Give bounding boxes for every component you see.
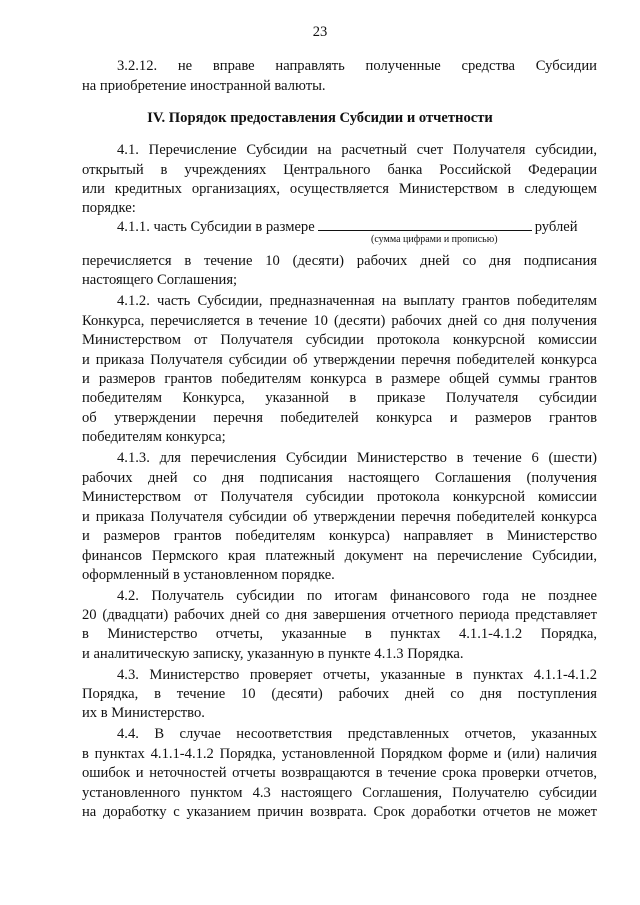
paragraph-4-1-line: открытый в учреждениях Центрального банка Российской Федерации: [82, 162, 597, 178]
paragraph-4-3-line: Порядка, в течение 10 (десяти) рабочих дней со дня поступления: [82, 686, 597, 702]
paragraph-4-1-2-line: об утверждении перечня победителей конкурса и размеров грантов: [82, 410, 597, 426]
paragraph-4-1-3-line: рабочих дней со дня подписания настоящего Соглашения (получения: [82, 470, 597, 486]
sum-caption: (сумма цифрами и прописью): [371, 234, 498, 245]
paragraph-4-2-line: 20 (двадцати) рабочих дней со дня завершения отчетного периода представляет: [82, 607, 597, 623]
paragraph-4-4-line: ошибок и неточностей отчеты возвращаются в течение срока проверки отчетов,: [82, 765, 597, 781]
paragraph-4-1-3-line: финансов Пермского края платежный документ на перечисление Субсидии,: [82, 548, 597, 564]
sum-line: [117, 218, 597, 238]
paragraph-4-1-2-line: Конкурса, перечисляется в течение 10 (десяти) рабочих дней со дня получения: [82, 313, 597, 329]
paragraph-4-1-3-line: Министерством от Получателя субсидии протокола конкурсной комиссии: [82, 489, 597, 505]
paragraph-4-1-2-line: победителям конкурса;: [82, 429, 226, 445]
paragraph-4-2-line: 4.2. Получатель субсидии по итогам финансового года не позднее: [117, 588, 597, 604]
paragraph-4-1-3-line: 4.1.3. для перечисления Субсидии Министерство в течение 6 (шести): [117, 450, 597, 466]
paragraph-4-1-line: 4.1. Перечисление Субсидии на расчетный счет Получателя субсидии,: [117, 142, 597, 158]
paragraph-3-2-12-line: 3.2.12. не вправе направлять полученные средства Субсидии: [117, 58, 597, 74]
paragraph-4-1-3-line: оформленный в установленном порядке.: [82, 567, 335, 583]
paragraph-4-1-2-line: победителям Конкурса, указанной в приказе Получателя субсидии: [82, 390, 597, 406]
paragraph-4-2-line: и аналитическую записку, указанную в пункте 4.1.3 Порядка.: [82, 646, 464, 662]
paragraph-4-1-1-line: настоящего Соглашения;: [82, 272, 238, 288]
paragraph-3-2-12-line: на приобретение иностранной валюты.: [82, 78, 326, 94]
paragraph-4-4-line: 4.4. В случае несоответствия представленных отчетов, указанных: [117, 726, 597, 742]
sum-prefix: 4.1.1. часть Субсидии в размере: [117, 219, 315, 235]
sum-blank-field: [318, 218, 532, 231]
paragraph-4-3-line: 4.3. Министерство проверяет отчеты, указанные в пунктах 4.1.1-4.1.2: [117, 667, 597, 683]
sum-suffix: рублей: [534, 219, 578, 235]
paragraph-4-3-line: их в Министерство.: [82, 705, 205, 721]
paragraph-4-1-line: или кредитных организациях, осуществляется Министерством в следующем: [82, 181, 597, 197]
paragraph-4-1-line: порядке:: [82, 200, 136, 216]
page-number: 23: [312, 24, 328, 40]
paragraph-4-4-line: в пунктах 4.1.1-4.1.2 Порядка, установленной Порядком форме и (или) наличия: [82, 746, 597, 762]
paragraph-4-2-line: в Министерство отчеты, указанные в пунктах 4.1.1-4.1.2 Порядка,: [82, 626, 597, 642]
paragraph-4-1-1-line: перечисляется в течение 10 (десяти) рабочих дней со дня подписания: [82, 253, 597, 269]
paragraph-4-1-2-line: Министерством от Получателя субсидии протокола конкурсной комиссии: [82, 332, 597, 348]
paragraph-4-1-2-line: и размеров грантов победителям конкурса в размере общей суммы грантов: [82, 371, 597, 387]
paragraph-4-1-3-line: и приказа Получателя субсидии об утверждении перечня победителей конкурса: [82, 509, 597, 525]
paragraph-4-1-2-line: 4.1.2. часть Субсидии, предназначенная на выплату грантов победителям: [117, 293, 597, 309]
section-title: IV. Порядок предоставления Субсидии и отчетности: [147, 110, 493, 126]
paragraph-4-1-3-line: и размеров грантов победителям конкурса) направляет в Министерство: [82, 528, 597, 544]
paragraph-4-4-line: установленного пунктом 4.3 настоящего Соглашения, Получателю субсидии: [82, 785, 597, 801]
paragraph-4-1-2-line: и приказа Получателя субсидии об утверждении перечня победителей конкурса: [82, 352, 597, 368]
paragraph-4-4-line: на доработку с указанием причин возврата. Срок доработки отчетов не может: [82, 804, 597, 820]
